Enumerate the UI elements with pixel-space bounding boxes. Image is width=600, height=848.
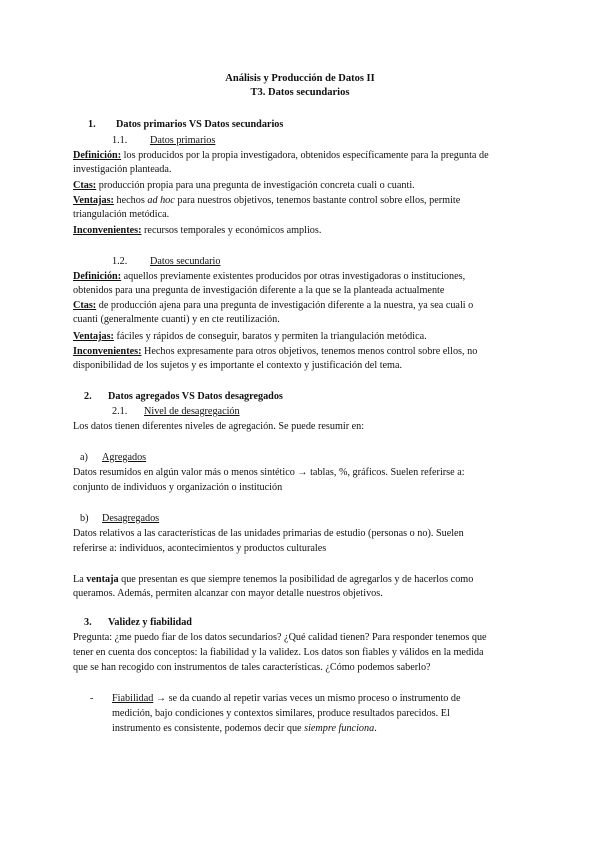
s2-b-text-cont: referirse a: individuos, acontecimientos y productos culturales bbox=[73, 543, 327, 554]
s1-1-definition-cont: investigación planteada. bbox=[73, 164, 172, 175]
s2-a-text-cont: conjunto de individuos y organización o institución bbox=[73, 482, 283, 493]
s3-paragraph-line-2: tener en cuenta dos conceptos: la fiabilidad y la validez. Los datos son fiables y válidos en la medida bbox=[73, 647, 484, 658]
s3-paragraph-line-1: Pregunta: ¿me puedo fiar de los datos secundarios? ¿Qué calidad tienen? Para responder tenemos que bbox=[73, 632, 487, 643]
fiabilidad-text-cont-2a: instrumento es consistente, podemos decir que bbox=[112, 723, 305, 734]
s2-ventaja-cont: queramos. Además, permiten alcanzar con mayor detalle nuestros objetivos. bbox=[73, 588, 383, 599]
subsection-1-2-title: Datos secundario bbox=[150, 256, 221, 267]
list-a-marker: a) bbox=[80, 452, 88, 463]
doc-title: Análisis y Producción de Datos II bbox=[225, 73, 375, 84]
fiabilidad-label: Fiabilidad bbox=[112, 693, 154, 704]
ctas-label: Ctas: bbox=[73, 180, 97, 191]
ventajas-label: Ventajas: bbox=[73, 331, 114, 342]
ventajas-label: Ventajas: bbox=[73, 195, 114, 206]
inconvenientes-text: recursos temporales y económicos amplios. bbox=[141, 225, 322, 236]
s2-intro: Los datos tienen diferentes niveles de agregación. Se puede resumir en: bbox=[73, 421, 365, 432]
subsection-2-1-heading bbox=[112, 405, 240, 418]
list-a-heading: Agregados bbox=[102, 452, 147, 463]
s3-paragraph-line-3: que se han recogido con instrumentos de tales características. ¿Cómo podemos saberlo? bbox=[73, 662, 431, 673]
ventaja-bold: ventaja bbox=[86, 574, 119, 585]
subsection-2-1-title: Nivel de desagregación bbox=[144, 406, 240, 417]
section-2-title: Datos agregados VS Datos desagregados bbox=[108, 391, 283, 402]
s1-2-ctas-cont: cuanti (generalmente cuanti) y en cte reutilización. bbox=[73, 314, 280, 325]
inconvenientes-text: Hechos expresamente para otros objetivos, tenemos menos control sobre ellos, no bbox=[141, 346, 478, 357]
doc-subtitle: T3. Datos secundarios bbox=[250, 87, 350, 98]
definition-text: aquellos previamente existentes producidos por otras investigadoras o instituciones, bbox=[121, 271, 466, 282]
section-2-number: 2. bbox=[84, 391, 92, 402]
fiabilidad-italic: siempre funciona bbox=[304, 723, 375, 734]
ventajas-italic: ad hoc bbox=[147, 195, 175, 206]
list-item-a bbox=[80, 451, 146, 464]
subsection-1-1-number: 1.1. bbox=[112, 135, 128, 146]
fiabilidad-text-cont-1: medición, bajo condiciones y contextos similares, produce resultados parecidos. El bbox=[112, 708, 450, 719]
section-3-heading bbox=[84, 616, 192, 629]
ventaja-text: que presentan es que siempre tenemos la posibilidad de agregarlos y de hacerlos como bbox=[118, 574, 474, 585]
definition-text: los producidos por la propia investigadora, obtenidos específicamente para la pregunta de bbox=[121, 150, 489, 161]
s2-ventaja bbox=[73, 573, 473, 586]
s1-2-inconvenientes bbox=[73, 345, 477, 358]
section-3-number: 3. bbox=[84, 617, 92, 628]
list-b-marker: b) bbox=[80, 513, 89, 524]
ctas-label: Ctas: bbox=[73, 300, 97, 311]
ctas-text: producción propia para una pregunta de investigación concreta cuali o cuanti. bbox=[96, 180, 415, 191]
list-b-heading: Desagregados bbox=[102, 513, 160, 524]
definition-label: Definición: bbox=[73, 150, 122, 161]
subsection-1-2-number: 1.2. bbox=[112, 256, 128, 267]
inconvenientes-label: Inconvenientes: bbox=[73, 346, 142, 357]
fiabilidad-end: . bbox=[374, 723, 377, 734]
section-2-heading bbox=[84, 390, 283, 403]
s1-2-inconvenientes-cont: disponibilidad de los sujetos y es importante el contexto y justificación del tema. bbox=[73, 360, 403, 371]
ventajas-text: fáciles y rápidos de conseguir, baratos y permiten la triangulación metódica. bbox=[113, 331, 427, 342]
s2-b-text: Datos relativos a las características de las unidades primarias de estudio (personas o no). Suelen bbox=[73, 528, 464, 539]
bullet-fiabilidad bbox=[90, 692, 461, 705]
s1-1-definition bbox=[73, 149, 489, 162]
subsection-1-1-heading bbox=[112, 134, 215, 147]
section-1-heading bbox=[88, 118, 283, 131]
ctas-text: de producción ajena para una pregunta de investigación diferente a la nuestra, ya sea cuali o bbox=[96, 300, 474, 311]
s1-2-ventajas bbox=[73, 330, 427, 343]
ventajas-text-b: para nuestros objetivos, tenemos bastante control sobre ellos, permite bbox=[174, 195, 461, 206]
bullet-marker: - bbox=[90, 693, 94, 704]
s1-2-ctas bbox=[73, 299, 473, 312]
inconvenientes-label: Inconvenientes: bbox=[73, 225, 142, 236]
list-item-b bbox=[80, 512, 159, 525]
ventajas-text: hechos bbox=[113, 195, 148, 206]
s2-a-text: Datos resumidos en algún valor más o menos sintético → tablas, %, gráficos. Suelen referirse a: bbox=[73, 467, 465, 478]
s1-2-definition-cont: obtenidos para una pregunta de investigación diferente a la que se la planteada actualmente bbox=[73, 285, 445, 296]
definition-label: Definición: bbox=[73, 271, 122, 282]
s1-1-ventajas-cont: triangulación metódica. bbox=[73, 209, 170, 220]
section-1-title: Datos primarios VS Datos secundarios bbox=[116, 119, 284, 130]
s1-1-ctas bbox=[73, 179, 415, 192]
section-1-number: 1. bbox=[88, 119, 96, 130]
subsection-2-1-number: 2.1. bbox=[112, 406, 128, 417]
s1-1-inconvenientes bbox=[73, 224, 321, 237]
s1-1-ventajas bbox=[73, 194, 460, 207]
subsection-1-2-heading bbox=[112, 255, 220, 268]
section-3-title: Validez y fiabilidad bbox=[108, 617, 192, 628]
subsection-1-1-title: Datos primarios bbox=[150, 135, 216, 146]
fiabilidad-text: → se da cuando al repetir varias veces un mismo proceso o instrumento de bbox=[153, 693, 461, 704]
s1-2-definition bbox=[73, 270, 465, 283]
ventaja-prefix: La bbox=[73, 574, 87, 585]
fiabilidad-text-cont-2 bbox=[112, 722, 377, 735]
